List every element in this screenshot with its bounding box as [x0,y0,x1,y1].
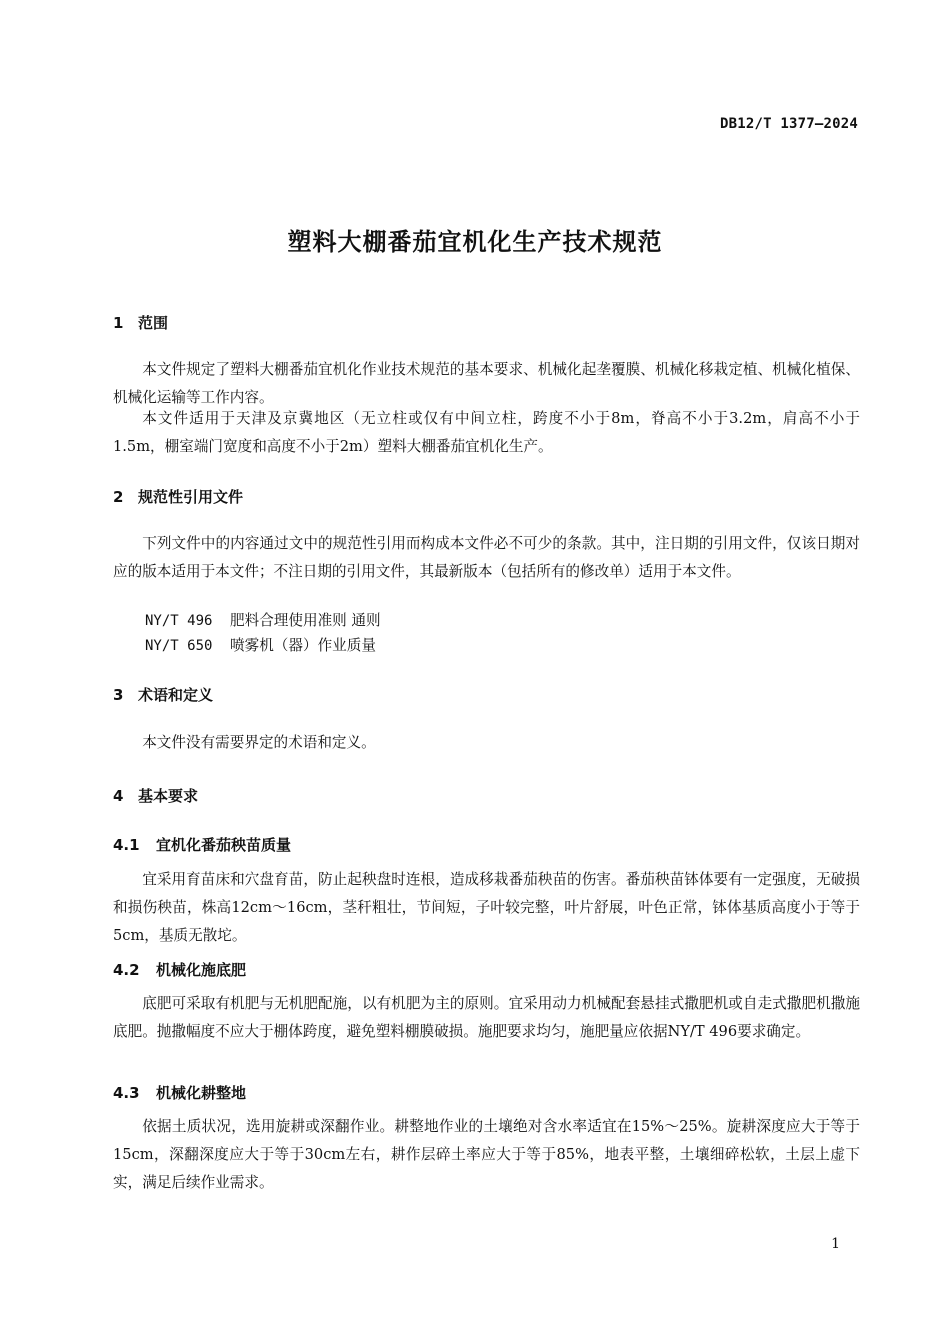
section-4-2-paragraph: 底肥可采取有机肥与无机肥配施，以有机肥为主的原则。宜采用动力机械配套悬挂式撒肥机或自走式撒肥机撒施底肥。抛撒幅度不应大于棚体跨度，避免塑料棚膜破损。施肥要求均匀，施肥量应依据NY/T 496要求确定。 [113,995,860,1040]
reference-code: NY/T 650 [145,638,213,654]
section-title: 范围 [138,314,169,332]
section-number: 4.3 [113,1084,140,1102]
section-number: 4 [113,787,124,805]
reference-item [145,634,376,655]
section-title: 机械化施底肥 [156,961,247,979]
section-number: 2 [113,488,124,506]
reference-code: NY/T 496 [145,613,213,629]
section-2-heading [113,486,243,507]
section-3-heading [113,684,213,705]
page-number: 1 [831,1236,840,1252]
section-2-paragraph: 下列文件中的内容通过文中的规范性引用而构成本文件必不可少的条款。其中，注日期的引用文件，仅该日期对应的版本适用于本文件；不注日期的引用文件，其最新版本（包括所有的修改单）适用于本文件。 [113,535,860,580]
document-code: DB12/T 1377—2024 [719,116,858,132]
reference-item [145,609,381,630]
section-title: 宜机化番茄秧苗质量 [156,836,292,854]
section-4-3-heading [113,1082,246,1103]
section-number: 1 [113,314,124,332]
section-title: 术语和定义 [138,686,214,704]
section-1-paragraph-2: 本文件适用于天津及京冀地区（无立柱或仅有中间立柱，跨度不小于8m，脊高不小于3.2m，肩高不小于1.5m，棚室端门宽度和高度不小于2m）塑料大棚番茄宜机化生产。 [113,410,860,455]
section-number: 4.1 [113,836,140,854]
section-3-paragraph: 本文件没有需要界定的术语和定义。 [142,734,376,751]
section-4-1-paragraph: 宜采用育苗床和穴盘育苗，防止起秧盘时连根，造成移栽番茄秧苗的伤害。番茄秧苗钵体要有一定强度，无破损和损伤秧苗，株高12cm～16cm，茎秆粗壮，节间短，子叶较完整，叶片舒展，叶色正常，钵体基质高度小于等于5cm，基质无散坨。 [113,871,860,944]
section-4-3-paragraph: 依据土质状况，选用旋耕或深翻作业。耕整地作业的土壤绝对含水率适宜在15%～25%。旋耕深度应大于等于15cm，深翻深度应大于等于30cm左右，耕作层碎土率应大于等于85%，地表平整，土壤细碎松软，土层上虚下实，满足后续作业需求。 [113,1118,860,1191]
section-4-1-heading [113,834,291,855]
section-title: 机械化耕整地 [156,1084,247,1102]
document-title: 塑料大棚番茄宜机化生产技术规范 [287,228,663,256]
section-4-2-heading [113,959,246,980]
section-title: 规范性引用文件 [138,488,244,506]
section-1-paragraph-1: 本文件规定了塑料大棚番茄宜机化作业技术规范的基本要求、机械化起垄覆膜、机械化移栽定植、机械化植保、机械化运输等工作内容。 [113,361,860,406]
reference-name: 喷雾机（器）作业质量 [230,637,376,654]
section-title: 基本要求 [138,787,199,805]
section-number: 4.2 [113,961,140,979]
reference-name: 肥料合理使用准则 通则 [230,612,381,629]
section-1-heading [113,312,168,333]
section-number: 3 [113,686,124,704]
section-4-heading [113,785,198,806]
